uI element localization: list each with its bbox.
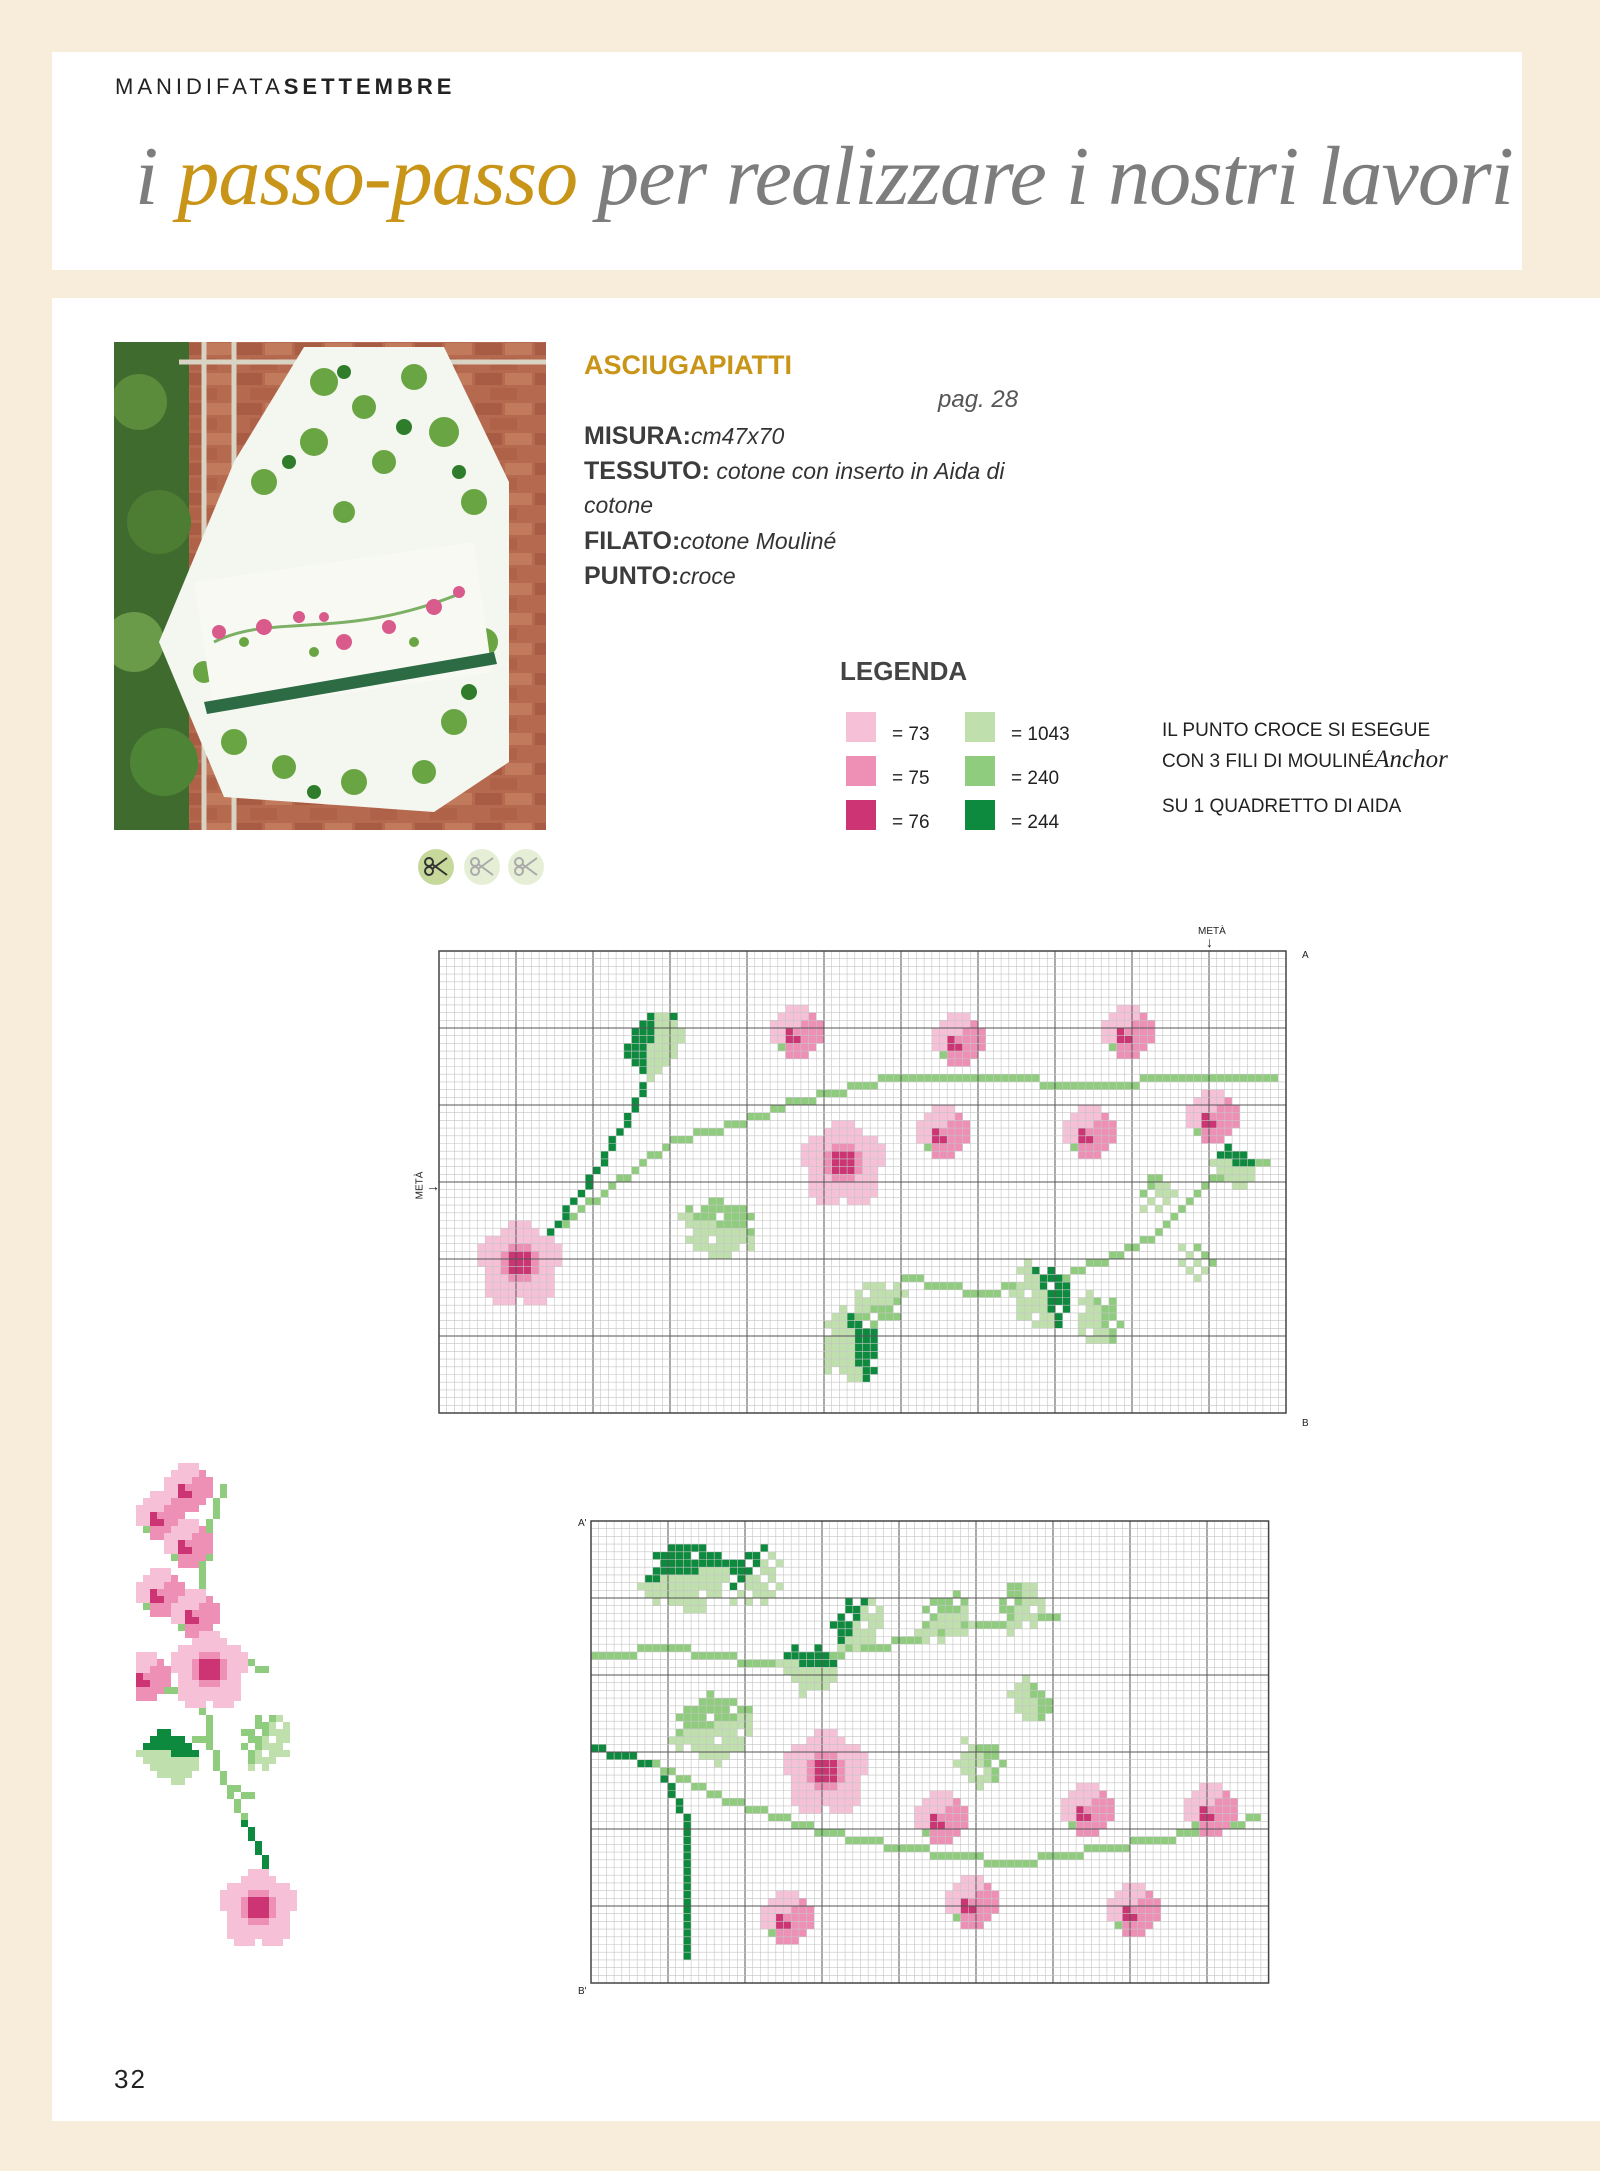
kicker-bold: SETTEMBRE (283, 74, 456, 99)
legend-label: = 73 (892, 724, 930, 745)
cross-stitch-chart-bottom (590, 1520, 1284, 1996)
anchor-logo: Anchor (1374, 746, 1448, 773)
spec-value: cm47x70 (690, 423, 785, 449)
magazine-kicker (115, 74, 455, 100)
spec-value: cotone Mouliné (680, 528, 837, 554)
corner-a-prime: A' (578, 1518, 587, 1529)
scissors-icon (417, 848, 455, 886)
spec-value: croce (679, 563, 736, 589)
spec-tessuto (584, 457, 1004, 486)
stitch-note-line3: SU 1 QUADRETTO DI AIDA (1162, 796, 1402, 817)
kicker-light: MANIDIFATA (115, 74, 284, 99)
spec-label: FILATO: (584, 527, 681, 555)
legend-label: = 1043 (1011, 724, 1070, 745)
page-number: 32 (114, 2064, 147, 2094)
cross-stitch-chart-top (438, 950, 1298, 1428)
spec-value: cotone con inserto in Aida di (716, 458, 1005, 484)
spec-punto (584, 562, 736, 591)
title-accent: passo-passo (177, 130, 578, 223)
legend-swatch (846, 800, 876, 830)
spec-label: PUNTO: (584, 562, 680, 590)
spec-misura (584, 422, 784, 451)
legend-label: = 244 (1011, 812, 1060, 833)
legend-swatch (965, 712, 995, 742)
spec-tessuto-cont (584, 492, 653, 519)
legend-label: = 75 (892, 768, 930, 789)
meta-label-top: METÀ (1198, 926, 1226, 937)
spec-filato (584, 527, 836, 556)
page-reference: pag. 28 (938, 386, 1019, 413)
corner-b: B (1302, 1418, 1309, 1429)
legend-swatch (965, 756, 995, 786)
legend-label: = 76 (892, 812, 930, 833)
stitch-note-line2 (1162, 746, 1448, 774)
title-prefix: i (135, 130, 158, 223)
legend-swatch (965, 800, 995, 830)
legend-title: LEGENDA (840, 656, 968, 686)
legend-swatch (846, 712, 876, 742)
spec-label: TESSUTO: (584, 457, 710, 485)
project-title: ASCIUGAPIATTI (584, 350, 792, 380)
meta-label-side: METÀ (414, 1171, 426, 1200)
legend-label: = 240 (1011, 768, 1060, 789)
meta-arrow-icon: ↓ (1206, 934, 1213, 950)
corner-a: A (1302, 950, 1309, 961)
scissors-icon (507, 848, 545, 886)
stitch-note-line1: IL PUNTO CROCE SI ESEGUE (1162, 720, 1431, 741)
title-suffix: per realizzare i nostri lavori (597, 130, 1513, 223)
note-text: CON 3 FILI DI MOULINÉ (1162, 751, 1375, 772)
corner-b-prime: B' (578, 1986, 587, 1997)
stitch-motif (136, 1456, 386, 1966)
spec-label: MISURA: (584, 422, 691, 450)
spec-value: cotone (584, 492, 654, 518)
product-photo (114, 342, 546, 830)
legend-swatch (846, 756, 876, 786)
page-title (135, 128, 1513, 225)
scissors-icon (463, 848, 501, 886)
meta-arrow-side-icon: → (426, 1178, 440, 1194)
